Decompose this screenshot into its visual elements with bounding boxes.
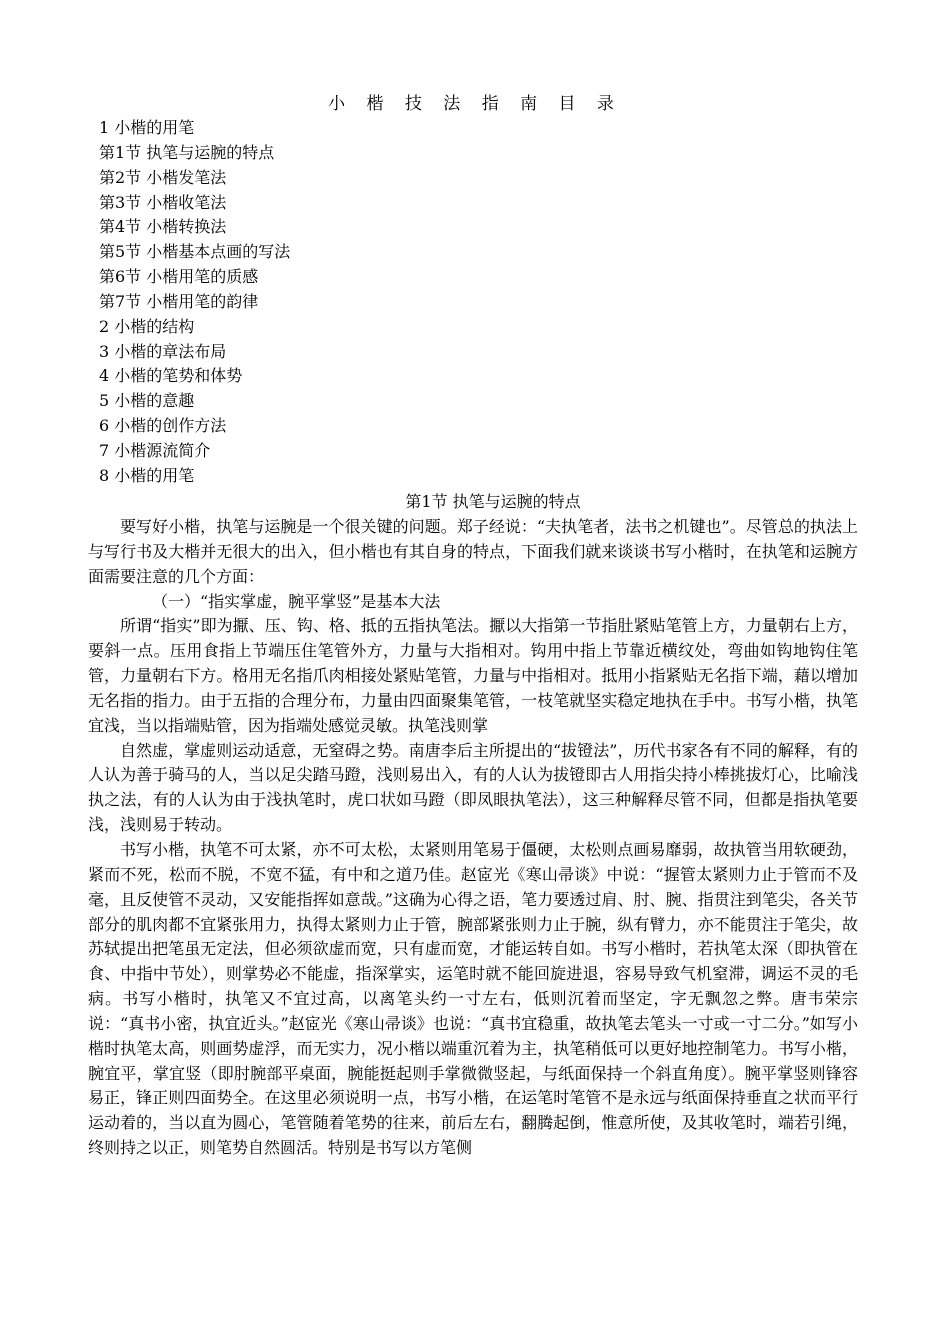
document-body bbox=[88, 515, 858, 1161]
section-heading: 第1节 执笔与运腕的特点 bbox=[405, 492, 581, 511]
toc-item: 第1节 执笔与运腕的特点 bbox=[99, 142, 275, 162]
paragraph: 书写小楷，执笔不可太紧，亦不可太松，太紧则用笔易于僵硬，太松则点画易靡弱，故执管当用软硬劲，紧而不死，松而不脱，不宽不猛，有中和之道乃佳。赵宧光《寒山帚谈》中说：“握管太紧则力止于管而不及毫，且反使管不灵动，又安能指挥如意哉。”这确为心得之语，笔力要透过肩、肘、腕、指贯注到笔尖，各关节部分的肌肉都不宜紧张用力，执得太紧则力止于管，腕部紧张则力止于腕，纵有臂力，亦不能贯注于笔尖，故苏轼提出把笔虽无定法，但必须欲虚而宽，只有虚而宽，才能运转自如。书写小楷时，若执笔太深（即执管在食、中指中节处），则掌势必不能虚，指深掌实，运笔时就不能回旋进退，容易导致气机窒滞，调运不灵的毛病。书写小楷时，执笔又不宜过高，以离笔头约一寸左右，低则沉着而坚定，字无飘忽之弊。唐韦荣宗说：“真书小密，执宜近头。”赵宧光《寒山帚谈》也说：“真书宜稳重，故执笔去笔头一寸或一寸二分。”如写小楷时执笔太高，则画势虚浮，而无实力，况小楷以端重沉着为主，执笔稍低可以更好地控制笔力。书写小楷，腕宜平，掌宜竖（即肘腕部平桌面，腕能挺起则手掌微微竖起，与纸面保持一个斜直角度）。腕平掌竖则锋容易正，锋正则四面势全。在这里必须说明一点，书写小楷，在运笔时笔管不是永远与纸面保持垂直之状而平行运动着的，当以直为圆心，笔管随着笔势的往来，前后左右，翻腾起倒，惟意所使，及其收笔时，端若引绳，终则持之以正，则笔势自然圆活。特别是书写以方笔侧 bbox=[88, 839, 858, 1158]
toc-item: 第5节 小楷基本点画的写法 bbox=[99, 242, 291, 262]
toc-item: 7 小楷源流简介 bbox=[99, 440, 211, 460]
toc-item: 1 小楷的用笔 bbox=[99, 118, 195, 137]
table-of-contents bbox=[99, 116, 290, 489]
toc-item: 8 小楷的用笔 bbox=[99, 465, 195, 485]
paragraph: 要写好小楷，执笔与运腕是一个很关键的问题。郑子经说：“夫执笔者，法书之机键也”。尽管总的执法上与写行书及大楷并无很大的出入，但小楷也有其自身的特点，下面我们就来谈谈书写小楷时，在执笔和运腕方面需要注意的几个方面： bbox=[88, 517, 858, 586]
toc-item: 第3节 小楷收笔法 bbox=[99, 192, 227, 212]
toc-item: 第2节 小楷发笔法 bbox=[99, 167, 227, 187]
document-title: 小 楷 技 法 指 南 目 录 bbox=[328, 94, 622, 114]
paragraph: 自然虚，掌虚则运动适意，无窒碍之势。南唐李后主所提出的“拔镫法”，历代书家各有不同的解释，有的人认为善于骑马的人，当以足尖踏马蹬，浅则易出入，有的人认为拔镫即古人用指尖持小棒挑拔灯心，比喻浅执之法，有的人认为由于浅执笔时，虎口状如马蹬（即凤眼执笔法），这三种解释尽管不同，但都是指执笔要浅，浅则易于转动。 bbox=[88, 740, 858, 835]
toc-item: 第7节 小楷用笔的韵律 bbox=[99, 291, 259, 311]
toc-item: 6 小楷的创作方法 bbox=[99, 416, 227, 436]
toc-item: 5 小楷的意趣 bbox=[99, 391, 195, 411]
paragraph: 所谓“指实”即为擫、压、钩、格、抵的五指执笔法。擫以大指第一节指肚紧贴笔管上方，力量朝右上方，要斜一点。压用食指上节端压住笔管外方，力量与大指相对。钩用中指上节靠近横纹处，弯曲如钩地钩住笔管，力量朝右下方。格用无名指爪肉相接处紧贴笔管，力量与中指相对。抵用小指紧贴无名指下端，藉以增加无名指的指力。由于五指的合理分布，力量由四面聚集笔管，一枝笔就坚实稳定地执在手中。书写小楷，执笔宜浅，当以指端贴管，因为指端处感觉灵敏。执笔浅则掌 bbox=[88, 616, 858, 735]
toc-item: 3 小楷的章法布局 bbox=[99, 341, 227, 361]
toc-item: 2 小楷的结构 bbox=[99, 316, 195, 336]
toc-item: 第4节 小楷转换法 bbox=[99, 217, 227, 237]
toc-item: 4 小楷的笔势和体势 bbox=[99, 366, 243, 386]
toc-item: 第6节 小楷用笔的质感 bbox=[99, 267, 259, 287]
subheading: （一）“指实掌虚，腕平掌竖”是基本大法 bbox=[152, 591, 441, 611]
